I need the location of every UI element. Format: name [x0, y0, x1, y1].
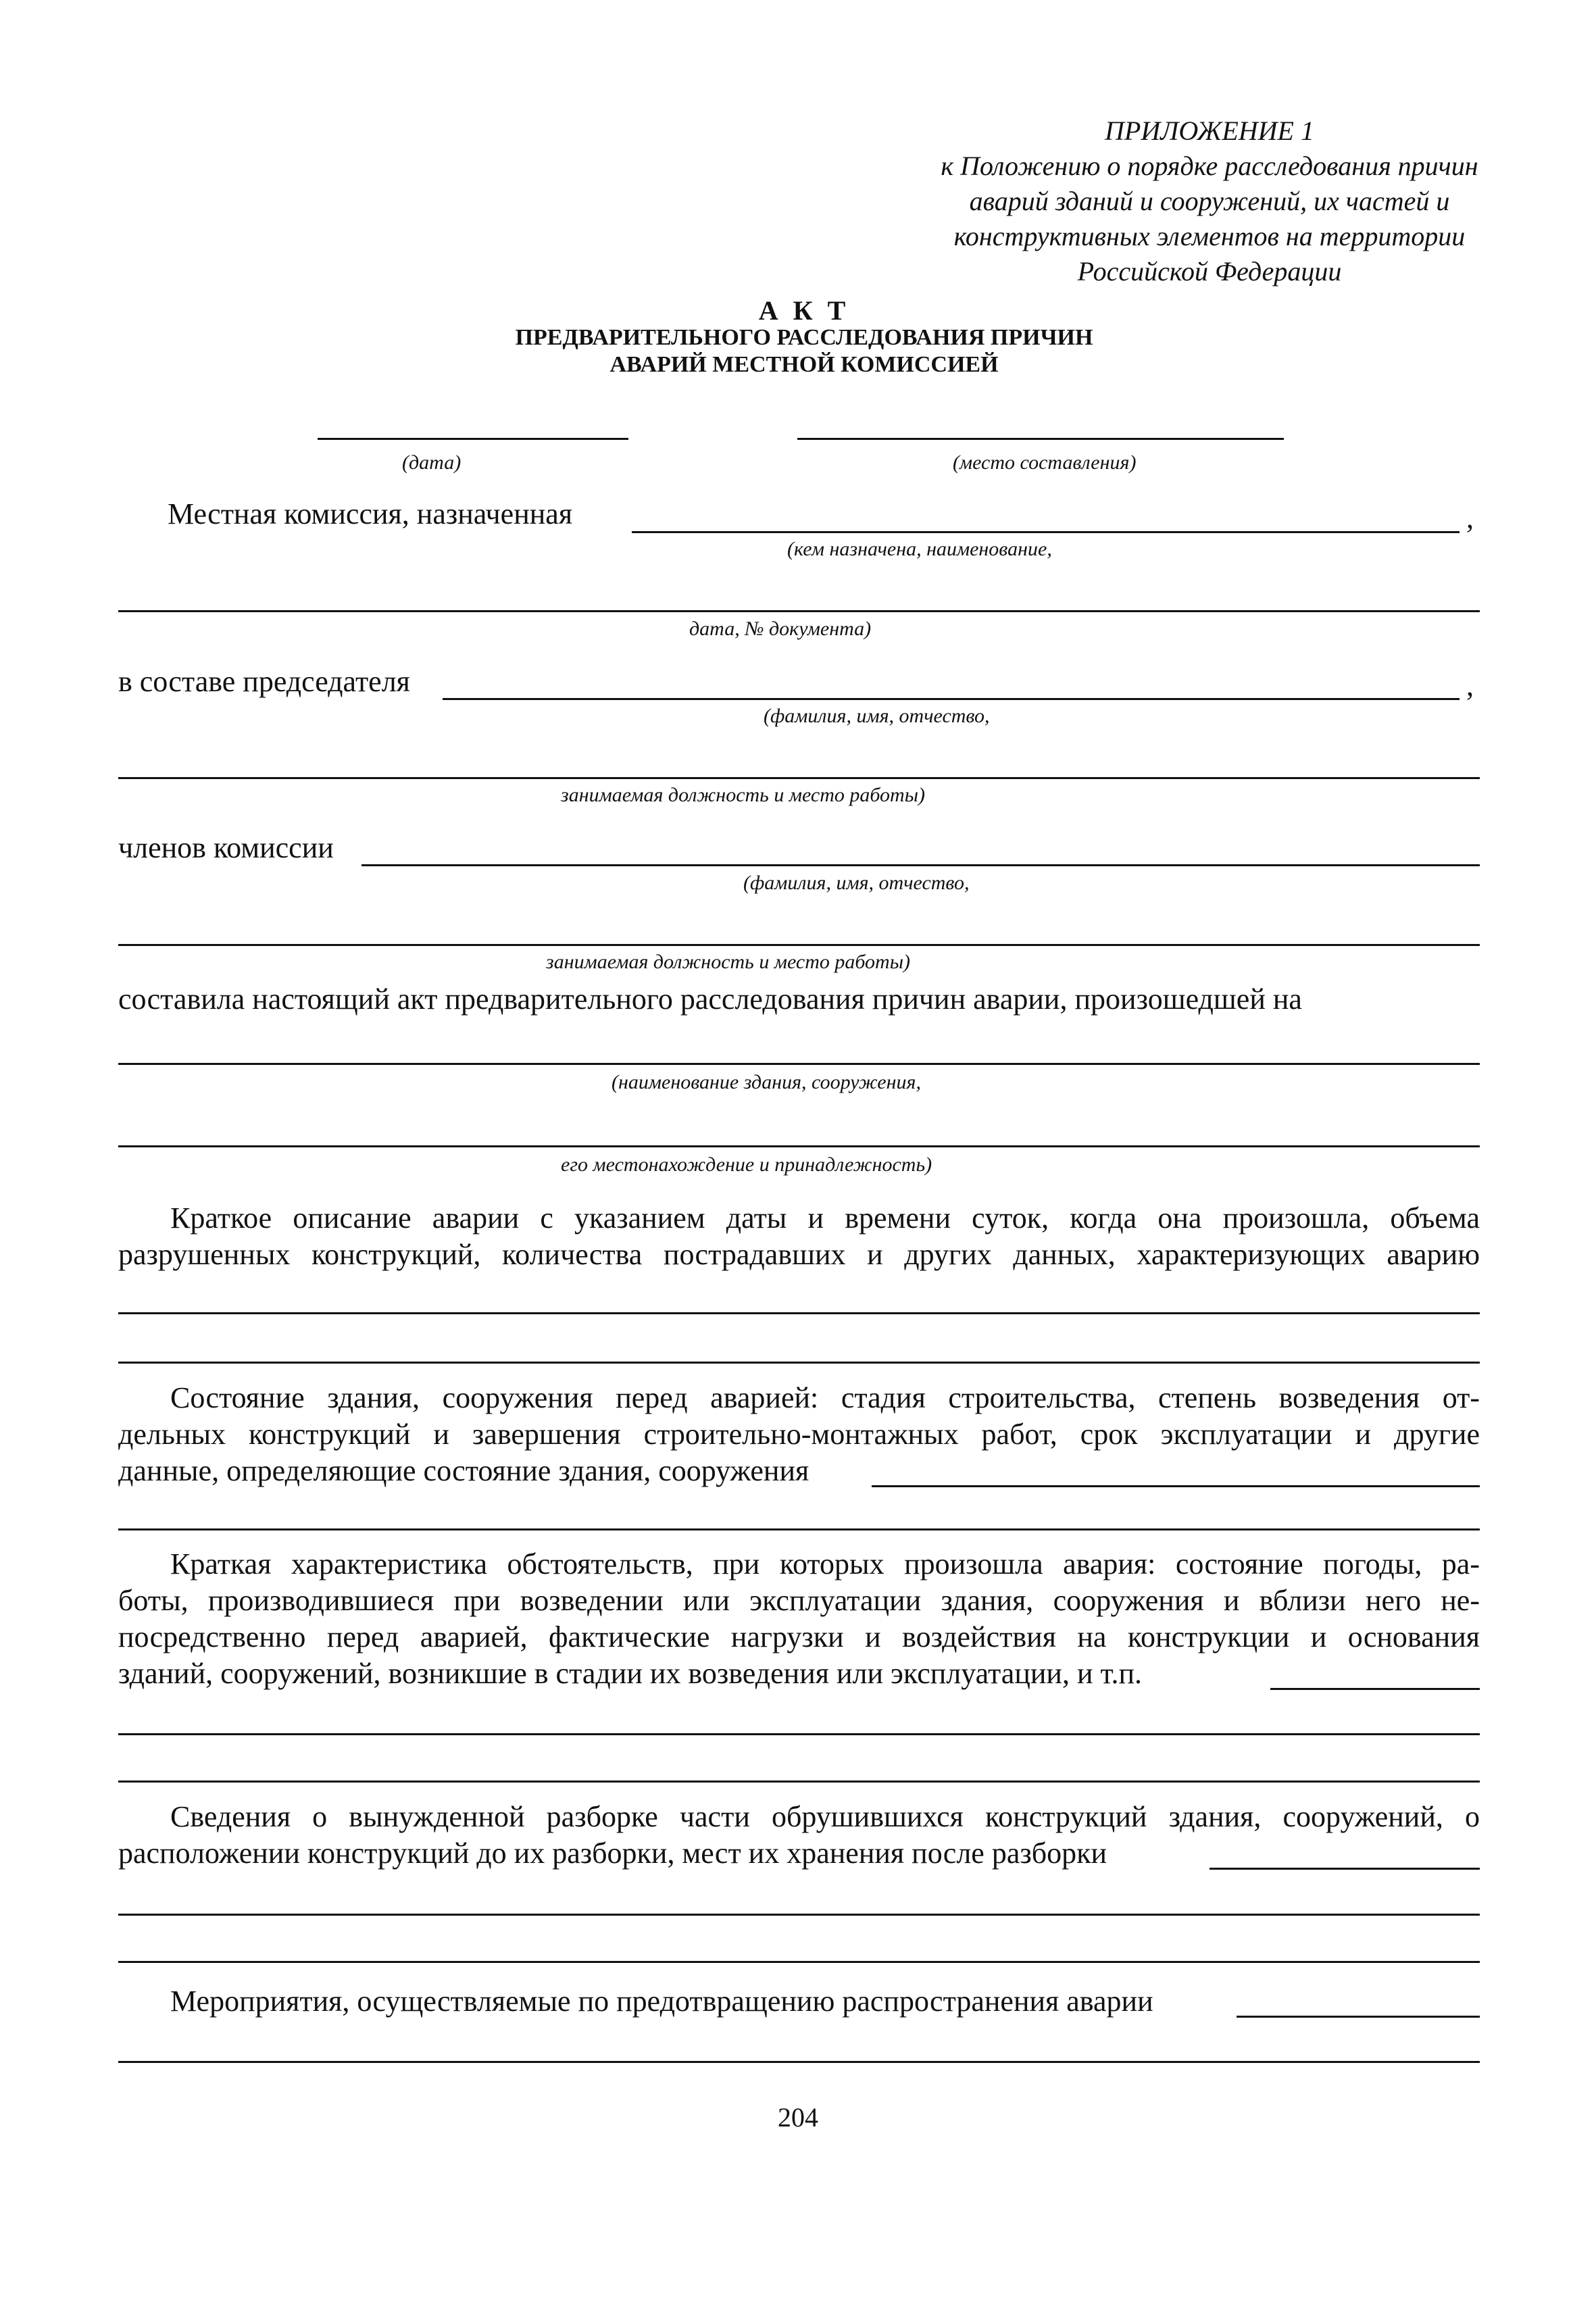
object-caption-2: его местонахождение и принадлежность) [561, 1153, 932, 1176]
annex-header [899, 114, 1520, 289]
section3-field-3[interactable] [118, 1781, 1480, 1783]
section5-line: Мероприятия, осуществляемые по предотвращению распространения аварии [170, 1985, 1153, 2018]
section3-line: боты, производившиеся при возведении или эксплуатации здания, сооружения и вблизи него не- [118, 1584, 1480, 1617]
commission-label: Местная комиссия, назначенная [168, 497, 573, 530]
section4-line: расположении конструкций до их разборки, мест их хранения после разборки [118, 1837, 1107, 1870]
members-caption-2: занимаемая должность и место работы) [546, 951, 911, 973]
comma: , [1466, 669, 1474, 702]
commission-caption-2: дата, № документа) [689, 618, 872, 640]
chairman-field[interactable] [443, 698, 1460, 700]
section5-field[interactable] [1237, 2016, 1480, 2018]
section5-field-2[interactable] [118, 2061, 1480, 2063]
section4-field-3[interactable] [118, 1961, 1480, 1963]
section2-field-2[interactable] [118, 1528, 1480, 1530]
section4-field-2[interactable] [118, 1914, 1480, 1916]
annex-title: ПРИЛОЖЕНИЕ 1 [1105, 116, 1314, 146]
section3-line: посредственно перед аварией, фактические нагрузки и воздействия на конструкции и основания [118, 1620, 1480, 1653]
commission-caption: (кем назначена, наименование, [787, 538, 1052, 560]
compiled-text: составила настоящий акт предварительного расследования причин аварии, произошедшей на [118, 982, 1302, 1016]
act-subtitle: АВАРИЙ МЕСТНОЙ КОМИССИЕЙ [609, 352, 999, 377]
annex-line: конструктивных элементов на территории [953, 221, 1466, 251]
annex-line: аварий зданий и сооружений, их частей и [969, 186, 1450, 216]
date-caption: (дата) [402, 451, 462, 474]
section2-field[interactable] [872, 1485, 1480, 1487]
annex-line: Российской Федерации [1077, 256, 1342, 287]
comma: , [1466, 501, 1474, 534]
commission-field-2[interactable] [118, 610, 1480, 612]
members-field-2[interactable] [118, 944, 1480, 946]
section4-field[interactable] [1210, 1868, 1480, 1870]
date-field[interactable] [318, 438, 628, 440]
commission-field[interactable] [632, 531, 1460, 533]
object-field[interactable] [118, 1063, 1480, 1065]
object-caption: (наименование здания, сооружения, [612, 1071, 921, 1093]
object-field-2[interactable] [118, 1145, 1480, 1147]
act-title: А К Т [758, 295, 850, 326]
act-subtitle: ПРЕДВАРИТЕЛЬНОГО РАССЛЕДОВАНИЯ ПРИЧИН [515, 325, 1093, 350]
section1-line: разрушенных конструкций, количества пострадавших и других данных, характеризующих аварию [118, 1238, 1480, 1271]
section1-line: Краткое описание аварии с указанием даты и времени суток, когда она произошла, объема [170, 1201, 1480, 1235]
chairman-label: в составе председателя [118, 665, 410, 698]
act-title-block [405, 297, 1203, 378]
chairman-caption: (фамилия, имя, отчество, [764, 705, 990, 727]
chairman-field-2[interactable] [118, 777, 1480, 779]
members-field[interactable] [361, 864, 1480, 866]
chairman-caption-2: занимаемая должность и место работы) [561, 784, 926, 806]
members-label: членов комиссии [118, 831, 334, 864]
section4-line: Сведения о вынужденной разборке части обрушившихся конструкций здания, сооружений, о [170, 1800, 1480, 1833]
annex-line: к Положению о порядке расследования причин [941, 151, 1478, 181]
members-caption: (фамилия, имя, отчество, [743, 872, 970, 894]
place-caption: (место составления) [953, 451, 1137, 474]
section1-field[interactable] [118, 1312, 1480, 1314]
section2-line: дельных конструкций и завершения строительно-монтажных работ, срок эксплуатации и другие [118, 1418, 1480, 1451]
page-number: 204 [778, 2102, 818, 2133]
section3-field-2[interactable] [118, 1733, 1480, 1735]
section3-field[interactable] [1270, 1688, 1480, 1690]
section2-line: данные, определяющие состояние здания, сооружения [118, 1454, 809, 1487]
section3-line: зданий, сооружений, возникшие в стадии их возведения или эксплуатации, и т.п. [118, 1657, 1142, 1690]
section2-line: Состояние здания, сооружения перед аварией: стадия строительства, степень возведения от- [170, 1381, 1480, 1414]
section1-field-2[interactable] [118, 1362, 1480, 1364]
section3-line: Краткая характеристика обстоятельств, при которых произошла авария: состояние погоды, ра- [170, 1547, 1480, 1580]
place-field[interactable] [797, 438, 1284, 440]
